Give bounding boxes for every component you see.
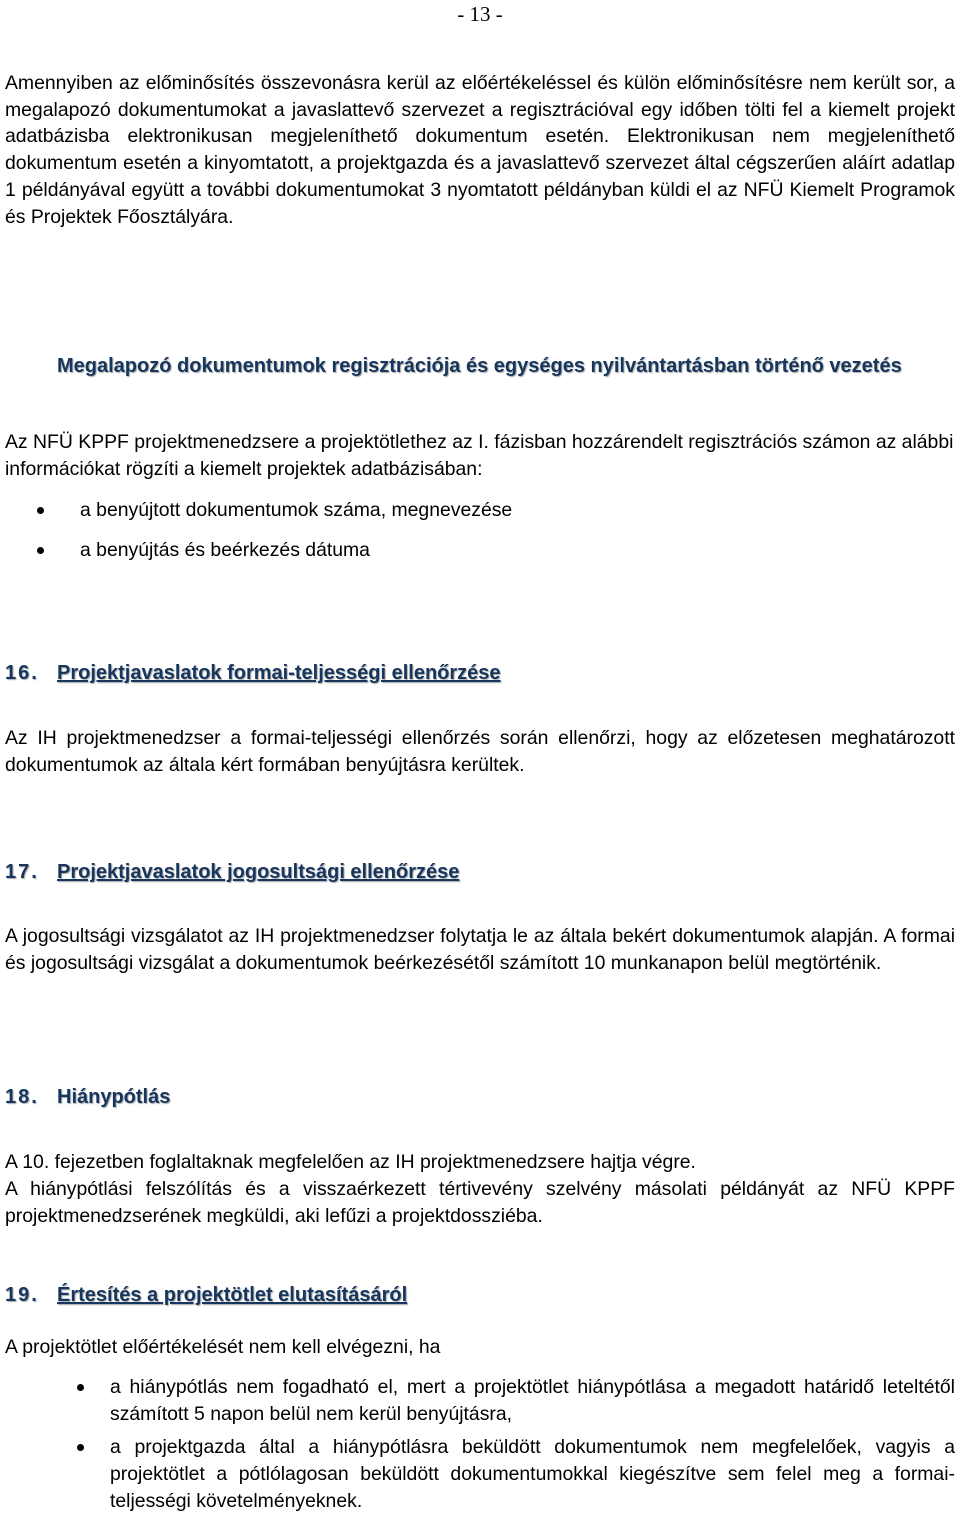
bullet-icon bbox=[77, 1444, 84, 1451]
section-title: Projektjavaslatok jogosultsági ellenőrzése bbox=[57, 861, 460, 883]
list-item-text: a benyújtás és beérkezés dátuma bbox=[80, 538, 370, 561]
section-19-bullet-list bbox=[0, 1374, 955, 1515]
section-number: 19. bbox=[5, 1284, 39, 1306]
bullet-icon bbox=[77, 1384, 84, 1391]
section-17-paragraph: A jogosultsági vizsgálatot az IH projektmenedzser folytatja le az általa bekért dokumentumok alapján. A formai és jogosultsági vizsgálat a dokumentumok beérkezésétől számított 10 munkanapon belül megtörténik. bbox=[5, 925, 955, 974]
section-number: 18. bbox=[5, 1086, 39, 1108]
bullet-icon bbox=[37, 507, 44, 514]
list-item bbox=[0, 1374, 955, 1427]
list-item-text: a hiánypótlás nem fogadható el, mert a projektötlet hiánypótlása a megadott határidő leteltétől számított 5 napon belül nem kerül benyújtásra, bbox=[110, 1376, 955, 1425]
list-item-text: a benyújtott dokumentumok száma, megnevezése bbox=[80, 499, 513, 521]
section-18-paragraph-2: A hiánypótlási felszólítás és a visszaérkezett tértivevény szelvény másolati példányát az NFÜ KPPF projektmenedzserének megküldi, aki lefűzi a projektdossziéba. bbox=[5, 1178, 955, 1227]
section-17-heading bbox=[5, 859, 955, 885]
section-title: Projektjavaslatok formai-teljességi ellenőrzése bbox=[57, 662, 501, 684]
list-item bbox=[0, 1434, 955, 1514]
section-number bbox=[5, 353, 57, 379]
section-15-paragraph: Az NFÜ KPPF projektmenedzsere a projektötlethez az I. fázisban hozzárendelt regisztrációs számon az alábbi információkat rögzíti a kiemelt projektek adatbázisában: bbox=[5, 431, 954, 480]
list-item bbox=[0, 497, 955, 524]
section-number: 17. bbox=[5, 861, 39, 883]
section-title: Értesítés a projektötlet elutasításáról bbox=[57, 1284, 408, 1306]
section-19-heading bbox=[5, 1282, 955, 1308]
bullet-icon bbox=[37, 547, 44, 554]
section-number: 16. bbox=[5, 662, 39, 684]
section-18-paragraph-1: A 10. fejezetben foglaltaknak megfelelően az IH projektmenedzsere hajtja végre. bbox=[5, 1151, 696, 1173]
section-19-paragraph: A projektötlet előértékelését nem kell elvégezni, ha bbox=[5, 1336, 441, 1358]
section-18-heading bbox=[5, 1084, 955, 1110]
section-16-heading bbox=[5, 660, 955, 686]
section-title: Megalapozó dokumentumok regisztrációja és egységes nyilvántartásban történő vezetés bbox=[57, 355, 902, 377]
page-number: - 13 - bbox=[457, 2, 503, 26]
intro-paragraph: Amennyiben az előminősítés összevonásra kerül az előértékeléssel és külön előminősítésre nem került sor, a megalapozó dokumentumokat a javaslattevő szervezet a regisztrációval egy időben tölti fel a kiemelt projekt adatbázisba elektronikusan megjeleníthető dokumentum esetén. Elektronikusan nem megjeleníthető dokumentum esetén a kinyomtatott, a projektgazda és a javaslattevő szervezet által cégszerűen aláírt adatlap 1 példányával együtt a további dokumentumokat 3 nyomtatott példányban küldi el az NFÜ Kiemelt Programok és Projektek Főosztályára. bbox=[5, 72, 955, 228]
section-15-heading bbox=[5, 353, 955, 379]
section-16-paragraph: Az IH projektmenedzser a formai-teljességi ellenőrzés során ellenőrzi, hogy az előzetesen meghatározott dokumentumok az általa kért formában benyújtásra kerültek. bbox=[5, 727, 955, 776]
list-item-text: a projektgazda által a hiánypótlásra beküldött dokumentumok nem megfelelőek, vagyis a projektötlet a pótlólagosan beküldött dokumentumokkal kiegészítve sem felel meg a formai-teljességi követelményeknek. bbox=[110, 1436, 955, 1512]
list-item bbox=[0, 537, 955, 564]
section-15-bullet-list bbox=[0, 497, 955, 563]
section-title: Hiánypótlás bbox=[57, 1086, 171, 1108]
